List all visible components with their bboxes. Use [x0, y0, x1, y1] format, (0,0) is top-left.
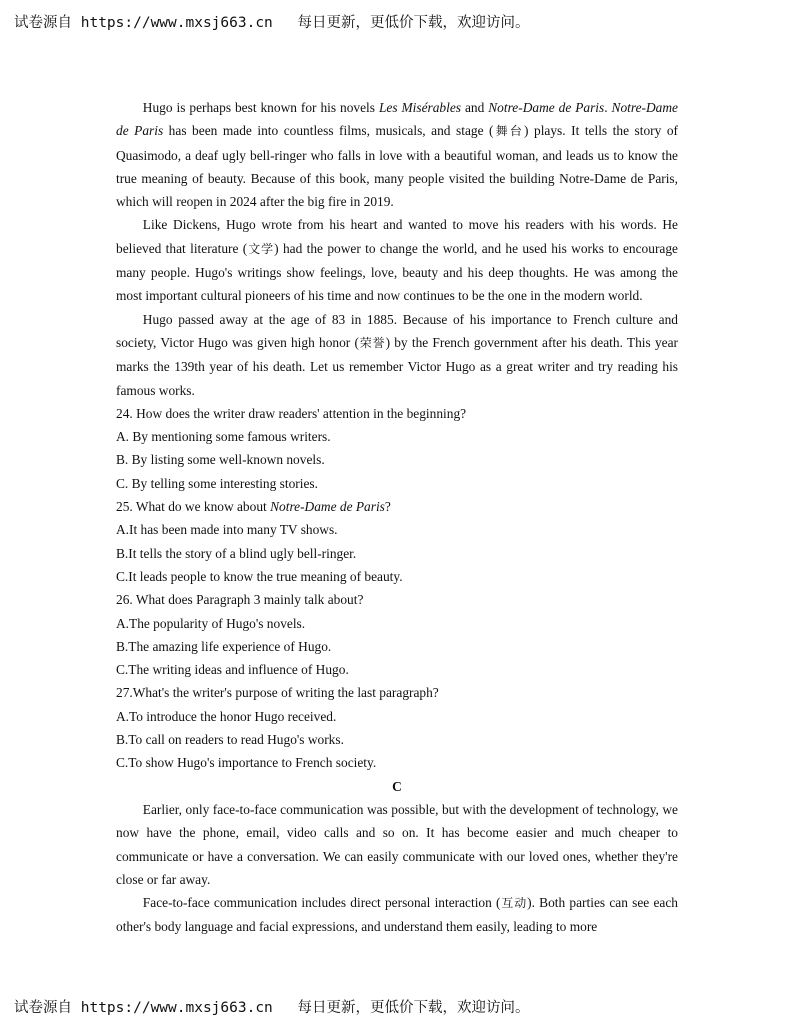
- passage-paragraph-3: Hugo passed away at the age of 83 in 1885. Because of his importance to French culture and society, Victor Hugo was given high honor (荣誉) by the French government after his death. This year marks the 139th year of his death. Let us remember Victor Hugo as a great writer and try reading his famous works.: [116, 311, 678, 398]
- question-27-option-a: A.To introduce the honor Hugo received.: [116, 708, 337, 724]
- section-c-heading: C: [392, 778, 402, 794]
- question-27-stem: 27.What's the writer's purpose of writing the last paragraph?: [116, 685, 439, 701]
- banner-site-name: 试卷源自: [14, 1000, 72, 1016]
- passage-paragraph-2: Like Dickens, Hugo wrote from his heart and wanted to move his readers with his words. He believed that literature (文学) had the power to change the world, and he used his works to encourage many people. Hugo's writings show feelings, love, beauty and his deep thoughts. He was among the most important cultural pioneers of his time and now continues to be the one in the modern world.: [116, 217, 678, 304]
- question-24-option-c: C. By telling some interesting stories.: [116, 475, 318, 491]
- banner-slogan: 每日更新，更低价下载，欢迎访问。: [297, 1000, 530, 1016]
- novel-title: Notre-Dame de Paris: [488, 100, 605, 115]
- chinese-gloss: 舞台: [493, 124, 525, 139]
- top-banner: [14, 11, 530, 32]
- novel-title: Notre-Dame de Paris: [116, 100, 678, 139]
- question-25-option-a: A.It has been made into many TV shows.: [116, 522, 338, 538]
- passage-paragraph-1: Hugo is perhaps best known for his novels Les Misérables and Notre-Dame de Paris. Notre-Dame de Paris has been made into countless films, musicals, and stage (舞台) plays. It tells the story of Quasimodo, a deaf ugly bell-ringer who falls in love with a beautiful woman, and leads us to know the true meaning of beauty. Because of this book, many people visited the building Notre-Dame de Paris, which will reopen in 2024 after the big fire in 2019.: [116, 100, 678, 210]
- section-c-paragraph-1: Earlier, only face-to-face communication was possible, but with the development of technology, we now have the phone, email, video calls and so on. It has become easier and much cheaper to communicate or have a conversation. We can easily communicate with our loved ones, whether they're close or far away.: [116, 801, 678, 887]
- question-26-option-c: C.The writing ideas and influence of Hugo.: [116, 662, 349, 678]
- chinese-gloss: 文学: [247, 241, 275, 256]
- question-24-option-a: A. By mentioning some famous writers.: [116, 429, 331, 445]
- question-24-stem: 24. How does the writer draw readers' attention in the beginning?: [116, 405, 467, 421]
- banner-url[interactable]: https://www.mxsj663.cn: [80, 1000, 273, 1016]
- question-25-option-b: B.It tells the story of a blind ugly bell-ringer.: [116, 545, 357, 561]
- banner-url[interactable]: https://www.mxsj663.cn: [80, 15, 273, 31]
- chinese-gloss: 荣誉: [358, 335, 386, 350]
- question-27-option-c: C.To show Hugo's importance to French society.: [116, 755, 377, 771]
- question-26-stem: 26. What does Paragraph 3 mainly talk about?: [116, 592, 364, 608]
- exam-page-content: [116, 96, 678, 939]
- banner-slogan: 每日更新，更低价下载，欢迎访问。: [297, 15, 530, 31]
- section-c-paragraph-2: Face-to-face communication includes direct personal interaction (互动). Both parties can see each other's body language and facial expressions, and understand them easily, leading to more: [116, 895, 678, 935]
- question-26-option-a: A.The popularity of Hugo's novels.: [116, 615, 306, 631]
- question-24-option-b: B. By listing some well-known novels.: [116, 452, 325, 468]
- question-26-option-b: B.The amazing life experience of Hugo.: [116, 638, 332, 654]
- question-27-option-b: B.To call on readers to read Hugo's works.: [116, 732, 344, 748]
- banner-site-name: 试卷源自: [14, 15, 72, 31]
- question-25-stem: 25. What do we know about Notre-Dame de Paris?: [116, 499, 391, 515]
- novel-title: Les Misérables: [378, 100, 461, 115]
- chinese-gloss: 互动: [500, 896, 528, 911]
- bottom-banner: [14, 996, 530, 1017]
- question-25-option-c: C.It leads people to know the true meaning of beauty.: [116, 568, 403, 584]
